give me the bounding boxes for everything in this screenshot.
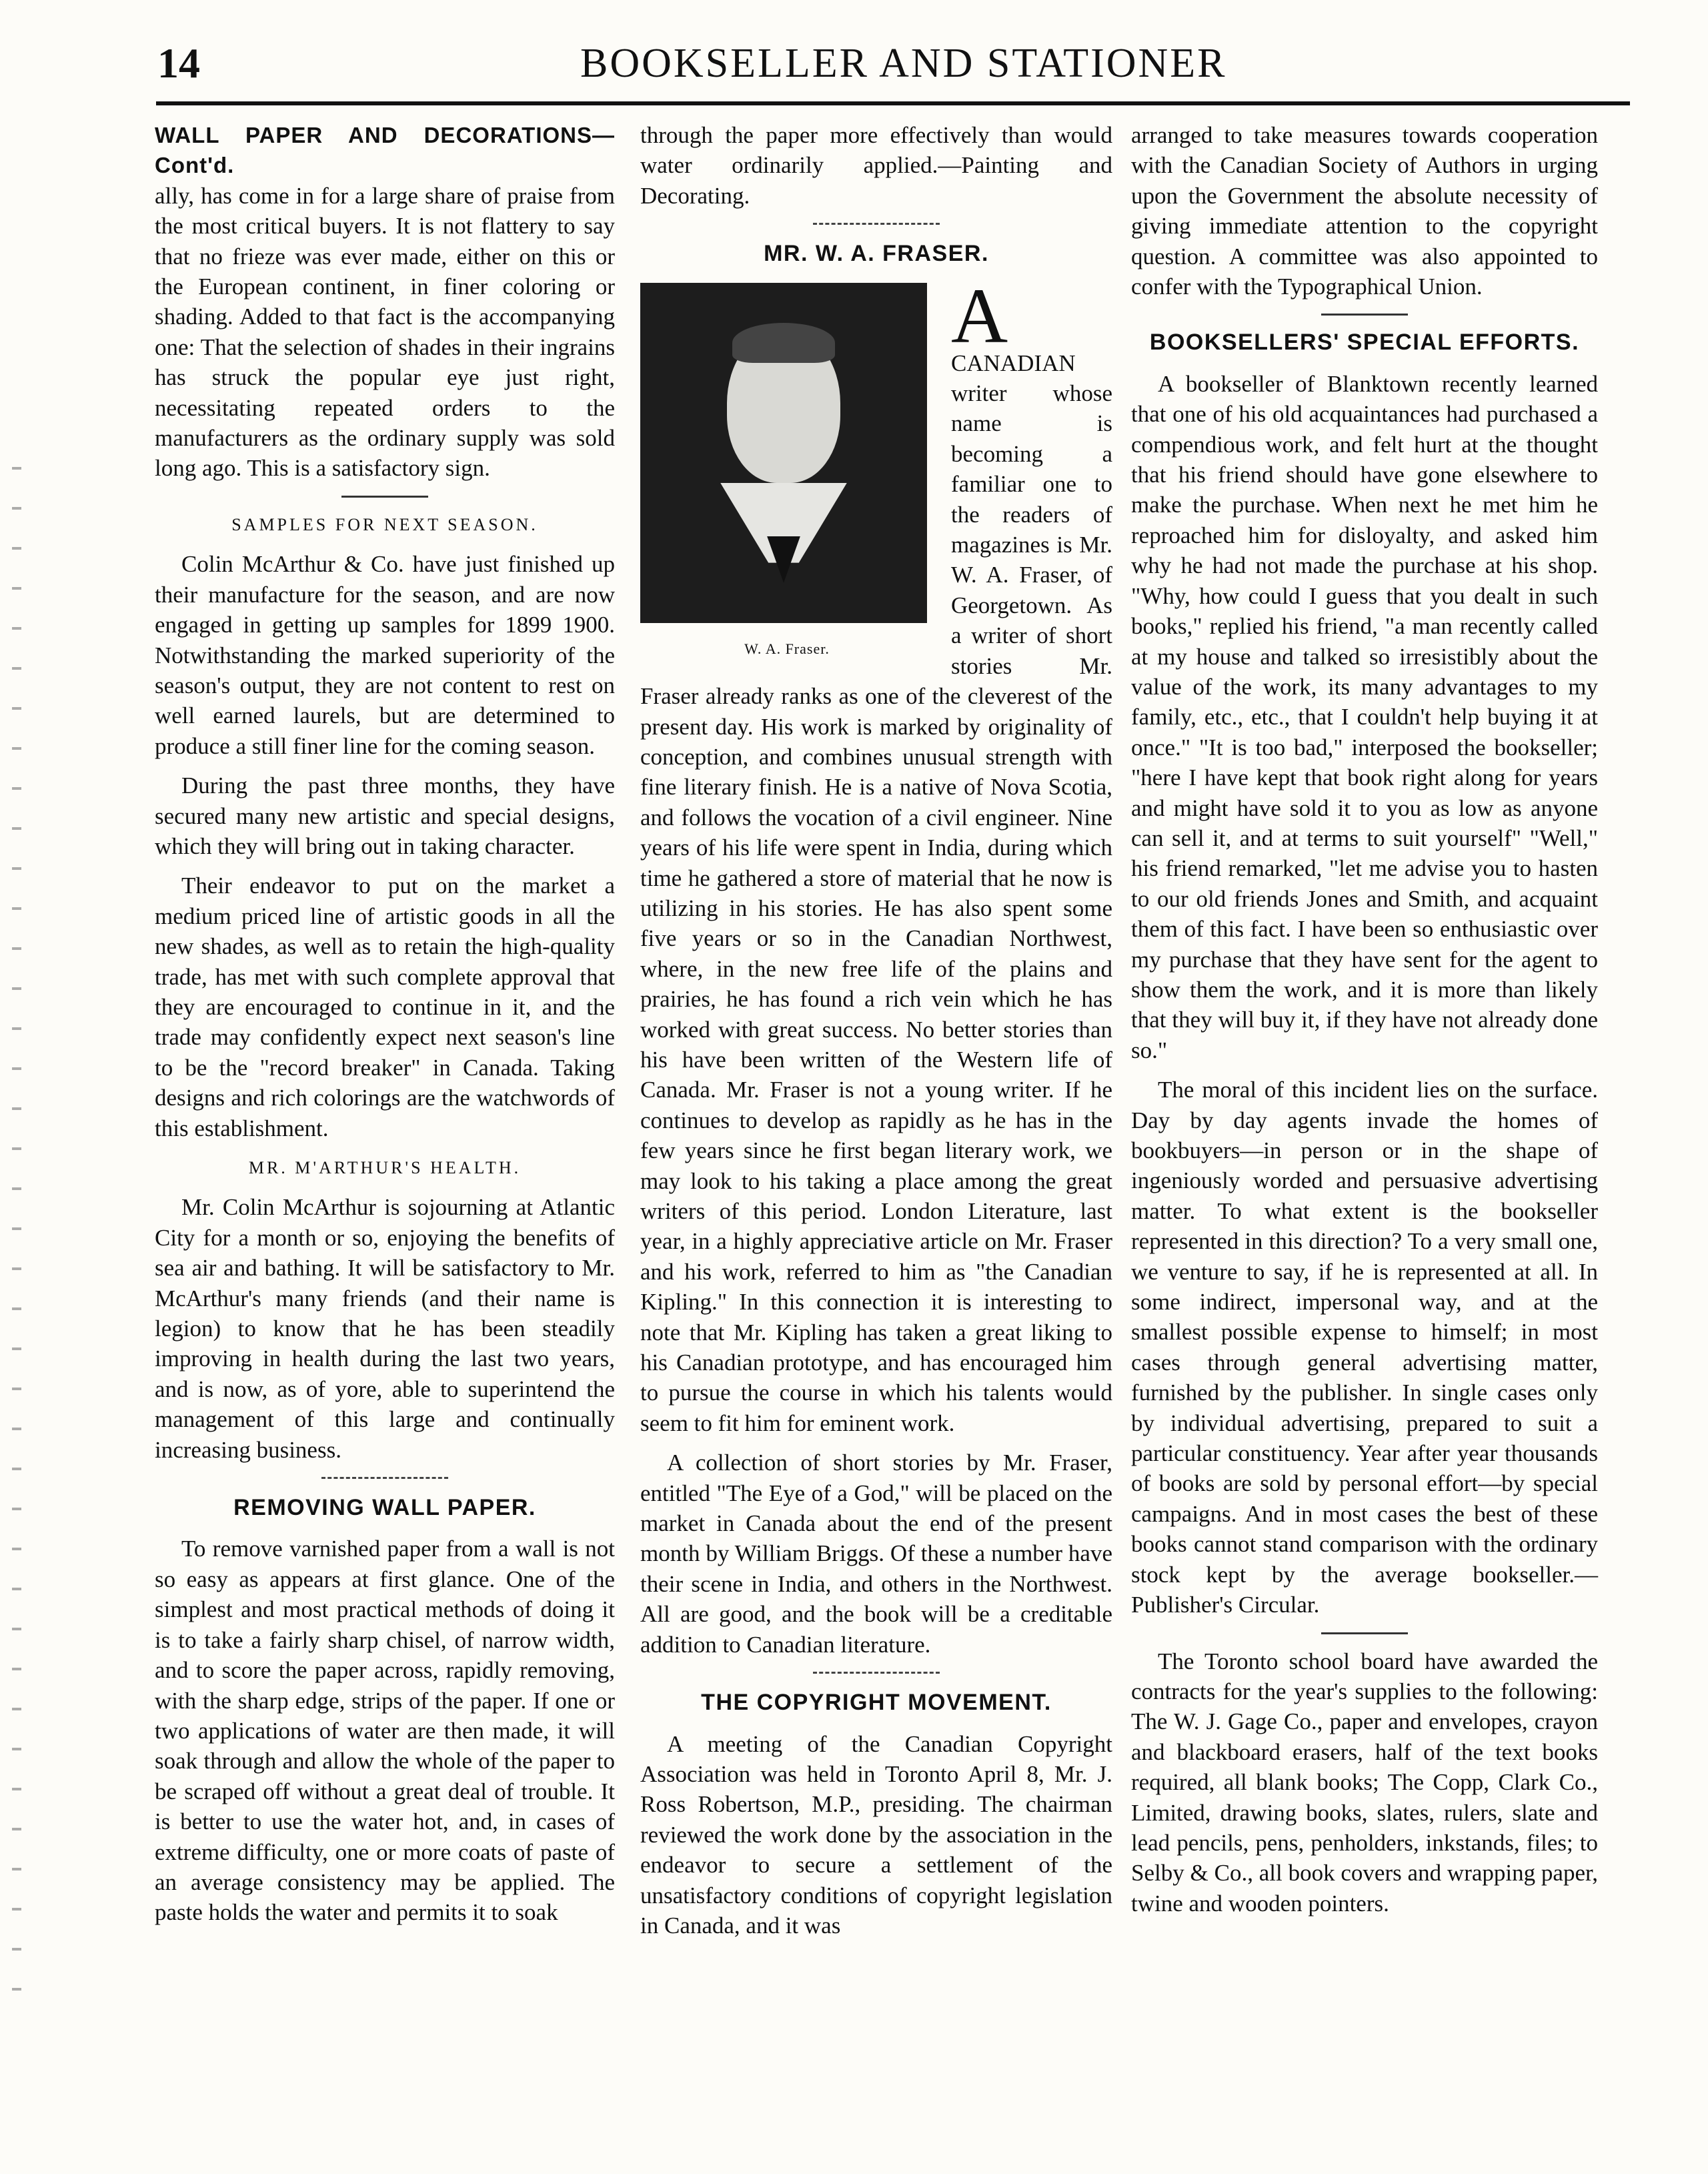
portrait-photo: [640, 283, 927, 623]
paragraph: through the paper more effectively than would water ordinarily applied.—Painting and Decorating.: [640, 122, 1112, 209]
paragraph: To remove varnished paper from a wall is not so easy as appears at first glance. One of the simplest and most practical methods of doing it is to take a fairly sharp chisel, of narrow width, and to score the paper across, rapidly removing, with the sharp edge, strips of the paper. If one or two applications of water are then made, it will soak through and allow the whole of the paper to be scraped off without a great deal of trouble. It is better to use the water hot, and, in cases of extreme difficulty, one or more coats of paste of an average consistency may be applied. The paste holds the water and permits it to soak: [155, 1536, 615, 1926]
paragraph: A collection of short stories by Mr. Fraser, entitled "The Eye of a God," will be placed on the market in Canada about the end of the present month by William Briggs. Of these a number have their scene in India, and others in the Northwest. All are good, and the book will be a creditable addition to Canadian literature.: [640, 1450, 1112, 1658]
paragraph: Colin McArthur & Co. have just finished up their manufacture for the season, and are now engaged in getting up samples for 1899 1900. Notwithstanding the marked superiority of the season's output, they are not content to rest on well earned laurels, but are determined to produce a still finer line for the coming season.: [155, 551, 615, 759]
subsection-heading: MR. M'ARTHUR'S HEALTH.: [248, 1158, 522, 1177]
section-heading: MR. W. A. FRASER.: [764, 241, 989, 267]
photo-caption: W. A. Fraser.: [744, 640, 830, 657]
portrait-figure: [640, 283, 934, 664]
divider: [813, 223, 940, 227]
paragraph: arranged to take measures towards cooperation with the Canadian Society of Authors in urging upon the Government the absolute necessity of giving immediate attention to the copyright question. A committee was also appointed to confer with the Typographical Union.: [1131, 122, 1598, 300]
divider: [1321, 1632, 1408, 1634]
page-title: BOOKSELLER AND STATIONER: [580, 41, 1227, 86]
running-section-head: WALL PAPER AND DECORATIONS—Cont'd.: [155, 123, 615, 178]
column-2: [640, 120, 1112, 1950]
paragraph: ally, has come in for a large share of praise from the most critical buyers. It is not flattery to say that no frieze was ever made, either on this or the European continent, in finer coloring or shading. Added to that fact is the accompanying one: That the selection of shades in their ingrains has struck the popular eye just right, necessitating repeated orders to the manufacturers as the ordinary supply was sold long ago. This is a satisfactory sign.: [155, 182, 615, 482]
paragraph: Their endeavor to put on the market a medium priced line of artistic goods in all the new shades, as well as to retain the high-quality trade, has met with such complete approval that they are encouraged to continue in it, and the trade may confidently expect next season's line to be the "record breaker" in Canada. Taking designs and rich colorings are the watchwords of this establishment.: [155, 873, 615, 1141]
drop-cap: A: [951, 271, 1008, 360]
column-3: [1131, 120, 1598, 1928]
paragraph: A meeting of the Canadian Copyright Association was held in Toronto April 8, Mr. J. Ross Robertson, M.P., presiding. The chairman reviewed the work done by the association in the endeavor to secure a settlement of the unsatisfactory conditions of copyright legislation in Canada, and it was: [640, 1730, 1112, 1939]
divider: [1321, 314, 1408, 316]
section-heading: THE COPYRIGHT MOVEMENT.: [701, 1690, 1052, 1716]
paragraph: A bookseller of Blanktown recently learned that one of his old acquaintances had purchased a compendious work, and felt hurt at the thought that his friend should have gone elsewhere to make the purchase. When next he met him he reproached him for disloyalty, and asked him why he had not made the purchase at his shop. "Why, how could I guess that you dealt in such books," replied his friend, "a man recently called at my house and talked so irresistibly about the value of the work, its many advantages to my family, etc., etc., that I couldn't help buying it at once." "It is too bad," interposed the bookseller; "here I have kept that book right along for years and might have sold it to you as low as anyone can sell it, and at terms to suit yourself" "Well," his friend remarked, "let me advise you to hasten to our old friends Jones and Smith, and acquaint them of this fact. I have been so enthusiastic over my purchase that they have sent for the agent to show them the work, and it is more than likely that they will buy it, if they have not already done so.": [1131, 370, 1598, 1063]
column-1: [155, 120, 615, 1937]
paragraph: During the past three months, they have secured many new artistic and special designs, which they will bring out in taking character.: [155, 772, 615, 859]
scan-margin-marks: [12, 467, 21, 2001]
subsection-heading: SAMPLES FOR NEXT SEASON.: [231, 514, 538, 534]
paragraph-text: CANADIAN writer whose name is becoming a familiar one to the readers of magazines is Mr. W. A. Fraser, of Georgetown. As a writer of short stories Mr. Fraser already ranks as one of the cleverest of the present day. His work is marked by originality of conception, and combines unusual strength with fine literary finish. He is a native of Nova Scotia, and follows the vocation of a civil engineer. Nine years of his life were spent in India, during which time he gathered a store of material that he now is utilizing in his stories. He has also spent some five years or so in the Canadian Northwest, where, in the new free life of the plains and prairies, he has found a rich vein which he has worked with great success. No better stories than his have been written of the Western life of Canada. Mr. Fraser is not a young writer. If he continues to develop as rapidly as he has in the few years since he first began literary work, we may look to his taking a place among the great writers of this period. London Literature, last year, in a highly appreciative article on Mr. Fraser and his work, referred to him as "the Canadian Kipling." In this connection it is interesting to note that Mr. Kipling has taken a great liking to his Canadian prototype, and has encouraged him to pursue the course in which his talents would seem to fit him for eminent work.: [640, 350, 1112, 1436]
section-heading: REMOVING WALL PAPER.: [233, 1495, 536, 1521]
paragraph: The moral of this incident lies on the surface. Day by day agents invade the homes of bookbuyers—in person or in the shape of ingeniously worded and persuasive advertising matter. To what extent is the bookseller represented in this direction? To a very small one, we venture to say, if he is represented at all. In some indirect, impersonal way, and at the smallest possible expense to himself; in most cases through general advertising matter, furnished by the publisher. In single cases only by individual advertising, prepared to suit a particular constituency. Year after year thousands of books are sold by personal effort—by special campaigns. And in most cases the best of these books cannot stand comparison with the ordinary stock kept by the average bookseller.—Publisher's Circular.: [1131, 1077, 1598, 1618]
paragraph: The Toronto school board have awarded the contracts for the year's supplies to the following: The W. J. Gage Co., paper and envelopes, crayon and blackboard erasers, half of the text books required, all blank books; The Copp, Clark Co., Limited, drawing books, slates, rulers, slate and lead pencils, pens, penholders, inkstands, files; to Selby & Co., all book covers and wrapping paper, twine and wooden pointers.: [1131, 1648, 1598, 1917]
header-rule: [156, 101, 1630, 105]
divider: [813, 1672, 940, 1676]
paragraph: Mr. Colin McArthur is sojourning at Atlantic City for a month or so, enjoying the benefits of sea air and bathing. It will be satisfactory to Mr. McArthur's many friends (and their name is legion) to know that he has been steadily improving in health during the last two years, and is now, as of yore, able to superintend the management of this large and continually increasing business.: [155, 1194, 615, 1463]
divider: [321, 1477, 448, 1481]
section-heading: BOOKSELLERS' SPECIAL EFFORTS.: [1149, 330, 1580, 356]
divider: [341, 496, 428, 498]
page-number: 14: [157, 39, 200, 87]
